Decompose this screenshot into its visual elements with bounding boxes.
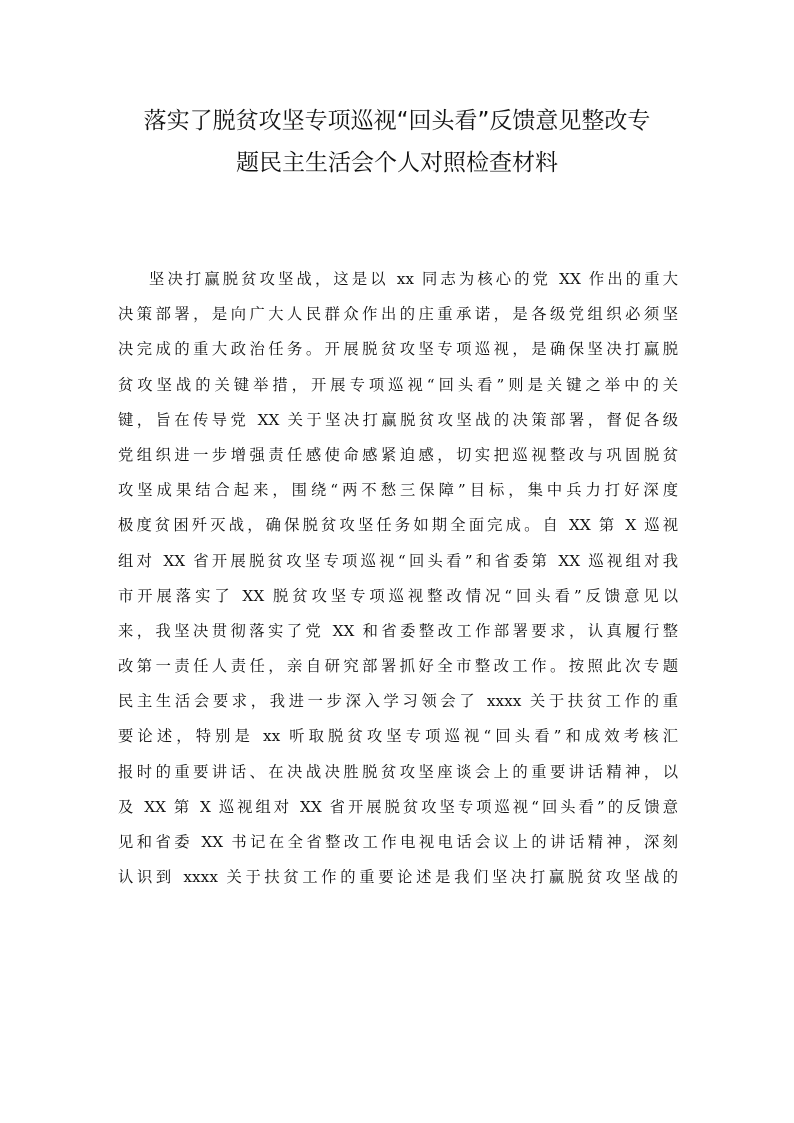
body-line: 及 XX 第 X 巡视组对 XX 省开展脱贫攻坚专项巡视“回头看”的反馈意 [118, 797, 678, 816]
body-line: 民主生活会要求，我进一步深入学习领会了 xxxx 关于扶贫工作的重 [118, 692, 678, 711]
body-line: 市开展落实了 XX 脱贫攻坚专项巡视整改情况“回头看”反馈意见以 [118, 586, 678, 605]
body-line: 极度贫困歼灭战，确保脱贫攻坚任务如期全面完成。自 XX 第 X 巡视 [118, 516, 678, 535]
body-line: 组对 XX 省开展脱贫攻坚专项巡视“回头看”和省委第 XX 巡视组对我 [118, 551, 678, 570]
body-line: 要论述，特别是 xx 听取脱贫攻坚专项巡视“回头看”和成效考核汇 [118, 727, 678, 746]
body-line: 贫攻坚战的关键举措，开展专项巡视“回头看”则是关键之举中的关 [118, 375, 678, 394]
body-line: 决策部署，是向广大人民群众作出的庄重承诺，是各级党组织必须坚 [118, 305, 678, 324]
document-body [118, 262, 678, 895]
body-line: 见和省委 XX 书记在全省整改工作电视电话会议上的讲话精神，深刻 [118, 833, 678, 851]
body-line: 报时的重要讲话、在决战决胜脱贫攻坚座谈会上的重要讲话精神，以 [118, 762, 678, 781]
body-line: 来，我坚决贯彻落实了党 XX 和省委整改工作部署要求，认真履行整 [118, 621, 678, 640]
body-line: 改第一责任人责任，亲自研究部署抓好全市整改工作。按照此次专题 [118, 657, 678, 676]
body-line: 决完成的重大政治任务。开展脱贫攻坚专项巡视，是确保坚决打赢脱 [118, 340, 678, 359]
body-line: 攻坚成果结合起来，围绕“两不愁三保障”目标，集中兵力打好深度 [118, 481, 678, 500]
body-line: 键，旨在传导党 XX 关于坚决打赢脱贫攻坚战的决策部署，督促各级 [118, 410, 678, 429]
body-line: 认识到 xxxx 关于扶贫工作的重要论述是我们坚决打赢脱贫攻坚战的 [118, 868, 678, 887]
body-line: 坚决打赢脱贫攻坚战，这是以 xx 同志为核心的党 XX 作出的重大 [149, 270, 678, 288]
title-line-2: 题民主生活会个人对照检查材料 [236, 150, 558, 176]
body-line: 党组织进一步增强责任感使命感紧迫感，切实把巡视整改与巩固脱贫 [118, 445, 678, 464]
document-title [100, 100, 694, 184]
title-line-1: 落实了脱贫攻坚专项巡视“回头看”反馈意见整改专 [143, 108, 651, 134]
